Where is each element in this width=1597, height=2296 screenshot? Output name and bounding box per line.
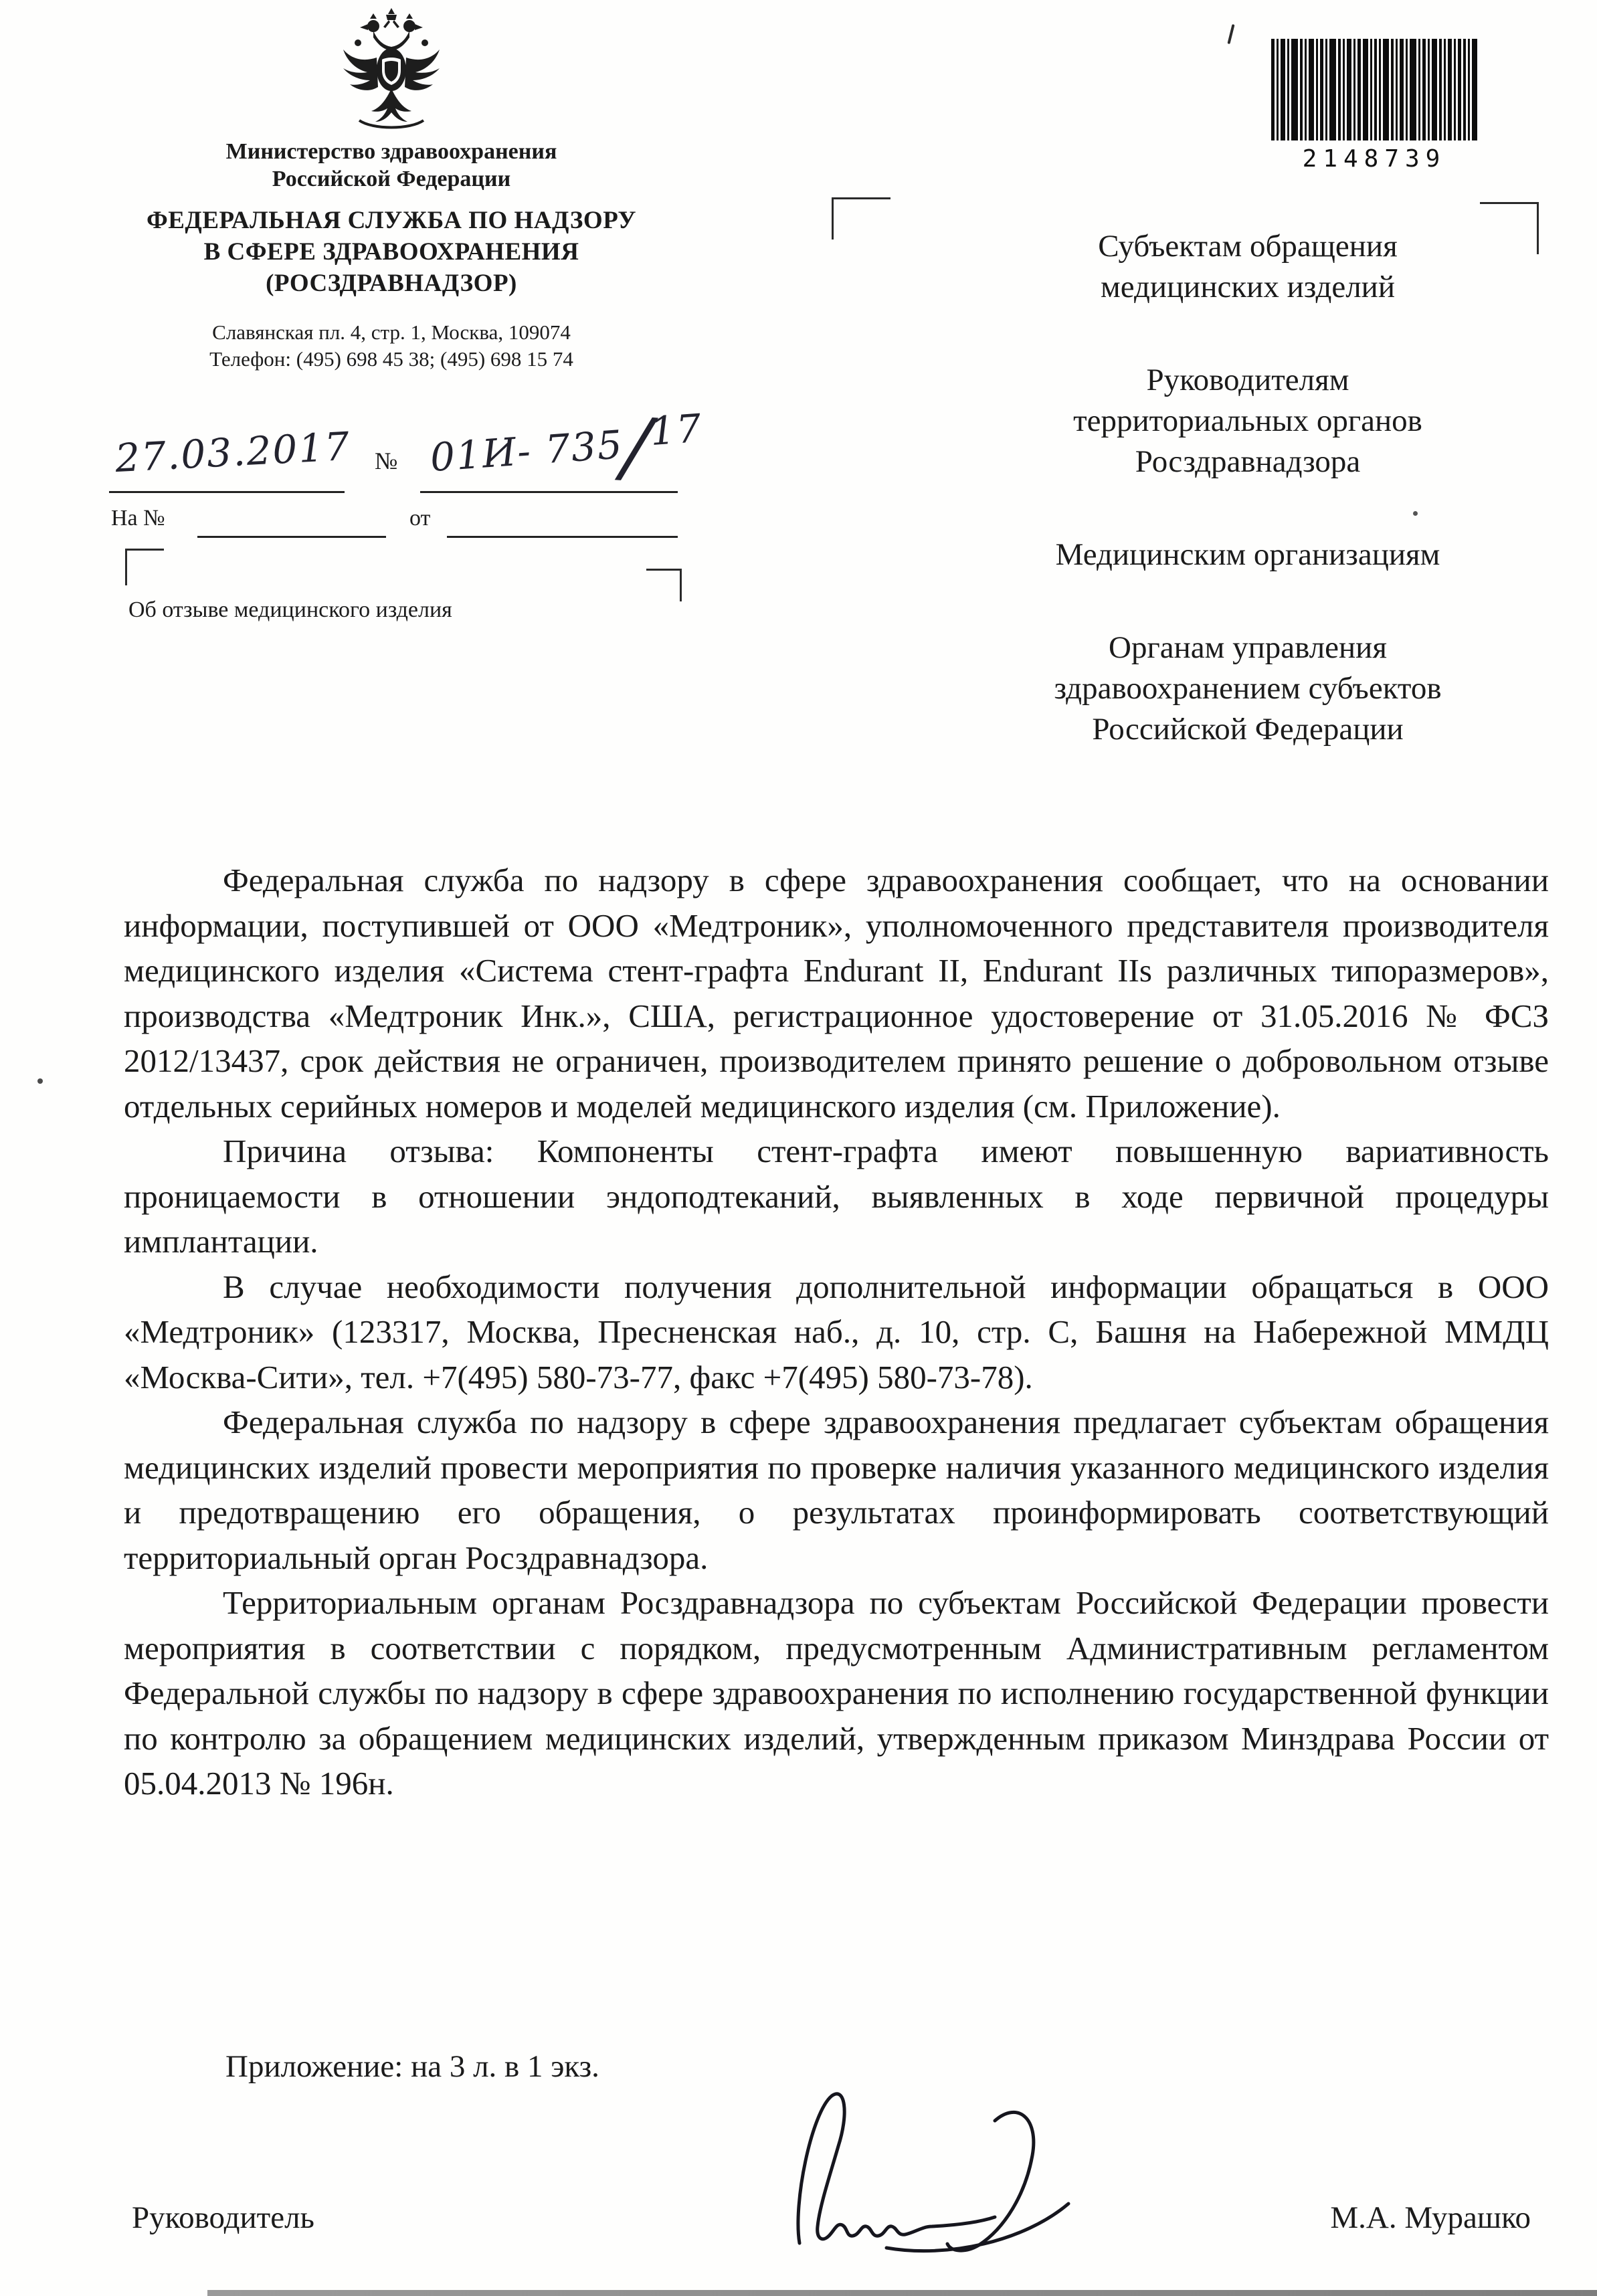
body-paragraph: Территориальным органам Росздравнадзора по субъектам Российской Федерации провести мероприятия в соответствии с порядком, предусмотренным Административным регламентом Федеральной службы по надзору в сфере здравоохранения по исполнению государственной функции по контролю за обращением медицинских изделий, утвержденным приказом Минздрава России от 05.04.2013 № 196н. — [124, 1584, 1549, 1802]
body-paragraph: В случае необходимости получения дополнительной информации обращаться в ООО «Медтроник» (123317, Москва, Пресненская наб., д. 10, стр. С, Башня на Набережной ММДЦ «Москва-Сити», тел. +7(495) 580-73-77, факс +7(495) 580-73-78). — [124, 1268, 1549, 1396]
subject-zone-corner-right — [646, 569, 682, 601]
letterhead — [70, 8, 713, 373]
ministry-name-line1: Министерство здравоохранения — [225, 139, 557, 164]
handwritten-number-year: 17 — [648, 405, 704, 455]
date-underline — [109, 491, 345, 493]
signer-name: М.А. Мурашко — [1330, 2200, 1531, 2235]
recipient-zone-corner-right — [1480, 202, 1539, 254]
outgoing-number-sign: № — [375, 448, 398, 474]
service-name-line1: ФЕДЕРАЛЬНАЯ СЛУЖБА ПО НАДЗОРУ — [146, 207, 637, 234]
service-name-line3: (РОСЗДРАВНАДЗОР) — [266, 270, 517, 297]
org-phone: Телефон: (495) 698 45 38; (495) 698 15 74 — [209, 347, 573, 371]
recipient-line: Субъектам обращения медицинских изделий — [1098, 229, 1398, 304]
org-address: Славянская пл. 4, стр. 1, Москва, 109074 — [212, 320, 571, 344]
handwritten-slash: / — [620, 399, 655, 494]
scan-artifact — [1413, 511, 1418, 516]
barcode-number: 2148739 — [1302, 145, 1446, 173]
handwritten-number-main: 01И- 735 — [428, 421, 625, 481]
russia-coat-of-arms-icon — [335, 8, 448, 131]
recipients-block — [1034, 226, 1462, 802]
on-number-underline — [197, 536, 386, 538]
attachment-line: Приложение: на 3 л. в 1 экз. — [225, 2049, 599, 2084]
scan-edge-artifact — [207, 2290, 1597, 2296]
from-date-underline — [447, 536, 678, 538]
recipient-line: Руководителям территориальных органов Росздравнадзора — [1073, 363, 1422, 479]
signer-title: Руководитель — [132, 2200, 314, 2235]
body-paragraph: Причина отзыва: Компоненты стент-графта имеют повышенную вариативность проницаемости в отношении эндоподтеканий, выявленных в ходе первичной процедуры имплантации. — [124, 1133, 1549, 1260]
ministry-name-line2: Российской Федерации — [272, 167, 511, 191]
barcode-block — [1270, 39, 1479, 173]
number-underline — [420, 491, 678, 493]
subject-line: Об отзыве медицинского изделия — [128, 597, 452, 622]
service-name-line2: В СФЕРЕ ЗДРАВООХРАНЕНИЯ — [203, 238, 579, 266]
body-paragraph: Федеральная служба по надзору в сфере здравоохранения предлагает субъектам обращения медицинских изделий провести мероприятия по проверке наличия указанного медицинского изделия и предотвращению его обращения, о результатах проинформировать соответствующий территориальный орган Росздравнадзора. — [124, 1404, 1549, 1576]
subject-zone-corner-left — [125, 549, 164, 585]
recipient-line: Органам управления здравоохранением субъектов Российской Федерации — [1054, 630, 1442, 747]
handwritten-date: 27.03.2017 — [114, 423, 352, 482]
on-number-label: На № — [111, 506, 165, 531]
body-paragraph: Федеральная служба по надзору в сфере здравоохранения сообщает, что на основании информации, поступившей от ООО «Медтроник», уполномоченного представителя производителя медицинского изделия «Система стент-графта Endurant II, Endurant IIs различных типоразмеров», производства «Медтроник Инк.», США, регистрационное удостоверение от 31.05.2016 № ФСЗ 2012/13437, срок действия не ограничен, производителем принято решение о добровольном отзыве отдельных серийных номеров и моделей медицинского изделия (см. Приложение). — [124, 862, 1549, 1125]
handwritten-signature — [753, 2079, 1087, 2267]
recipient-line: Медицинским организациям — [1055, 537, 1440, 572]
letter-body — [124, 858, 1549, 1806]
from-date-label: от — [409, 506, 431, 531]
scan-artifact — [1227, 24, 1234, 44]
handwritten-outgoing-number — [428, 399, 705, 494]
recipient-zone-corner-left — [832, 197, 890, 240]
barcode-icon — [1271, 39, 1477, 140]
scan-artifact — [37, 1078, 43, 1084]
